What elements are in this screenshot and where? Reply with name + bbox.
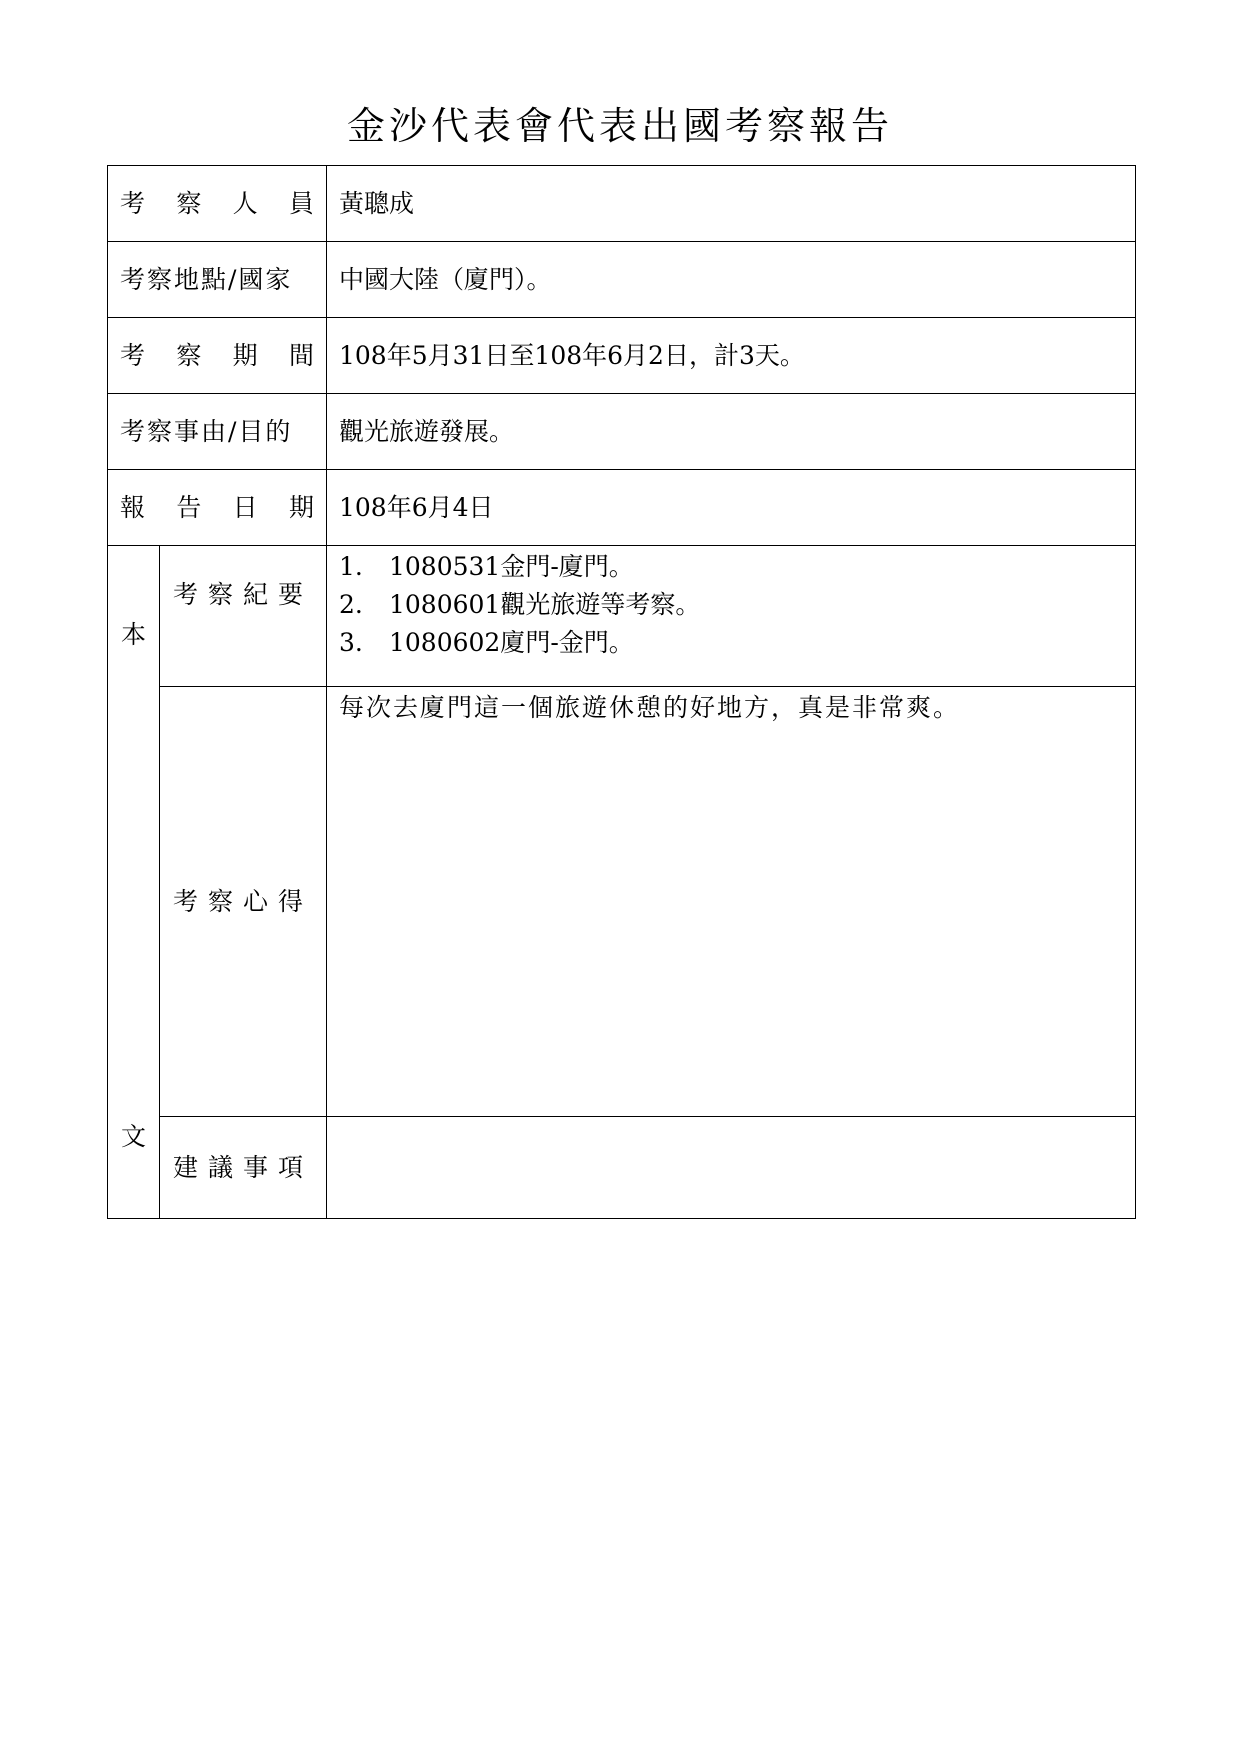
- report-date-label-char: 期: [288, 492, 314, 522]
- personnel-value: 黃聰成: [327, 166, 1136, 242]
- document-title: 金沙代表會代表出國考察報告: [346, 104, 893, 148]
- purpose-value: 觀光旅遊發展。: [327, 394, 1136, 470]
- row-personnel: [108, 166, 1136, 242]
- location-value: 中國大陸（廈門）。: [327, 242, 1136, 318]
- period-label-char: 考: [120, 340, 146, 370]
- personnel-label-char: 人: [232, 188, 258, 218]
- list-item-number: 3.: [339, 628, 363, 657]
- summary-label: 考察紀要: [160, 546, 327, 687]
- period-label: [108, 318, 327, 394]
- row-summary: [108, 546, 1136, 687]
- list-item: [339, 624, 1135, 662]
- report-table: [107, 165, 1136, 1219]
- personnel-label-char: 考: [120, 188, 146, 218]
- row-period: [108, 318, 1136, 394]
- period-label-char: 間: [288, 340, 314, 370]
- row-location: [108, 242, 1136, 318]
- list-item-text: 1080602廈門-金門。: [389, 628, 634, 657]
- report-date-label-char: 報: [120, 492, 146, 522]
- row-suggestions: [108, 1117, 1136, 1219]
- list-item-text: 1080601觀光旅遊等考察。: [389, 590, 701, 619]
- report-date-label-char: 告: [176, 492, 202, 522]
- list-item: [339, 548, 1135, 586]
- purpose-label: [108, 394, 327, 470]
- row-report-date: [108, 470, 1136, 546]
- list-item-number: 1.: [339, 552, 363, 581]
- list-item-text: 1080531金門-廈門。: [389, 552, 634, 581]
- purpose-label-text: 考察事由/目的: [120, 416, 293, 446]
- reflection-value: 每次去廈門這一個旅遊休憩的好地方，真是非常爽。: [327, 687, 1136, 1117]
- body-label: [108, 546, 160, 1219]
- body-label-top: 本: [120, 620, 146, 649]
- personnel-label-char: 員: [288, 188, 314, 218]
- reflection-label: 考察心得: [160, 687, 327, 1117]
- suggestions-label: 建議事項: [160, 1117, 327, 1219]
- period-value: 108年5月31日至108年6月2日，計3天。: [327, 318, 1136, 394]
- report-date-label-char: 日: [232, 492, 258, 522]
- report-date-value: 108年6月4日: [327, 470, 1136, 546]
- list-item-number: 2.: [339, 590, 363, 619]
- period-label-char: 期: [232, 340, 258, 370]
- personnel-label-char: 察: [176, 188, 202, 218]
- row-purpose: [108, 394, 1136, 470]
- period-label-char: 察: [176, 340, 202, 370]
- report-date-label: [108, 470, 327, 546]
- body-label-bottom: 文: [120, 1122, 146, 1151]
- suggestions-value: [327, 1117, 1136, 1219]
- summary-list: [339, 548, 1135, 662]
- personnel-label: [108, 166, 327, 242]
- list-item: [339, 586, 1135, 624]
- location-label: [108, 242, 327, 318]
- summary-content: [327, 546, 1136, 687]
- row-reflection: [108, 687, 1136, 1117]
- location-label-text: 考察地點/國家: [120, 264, 293, 294]
